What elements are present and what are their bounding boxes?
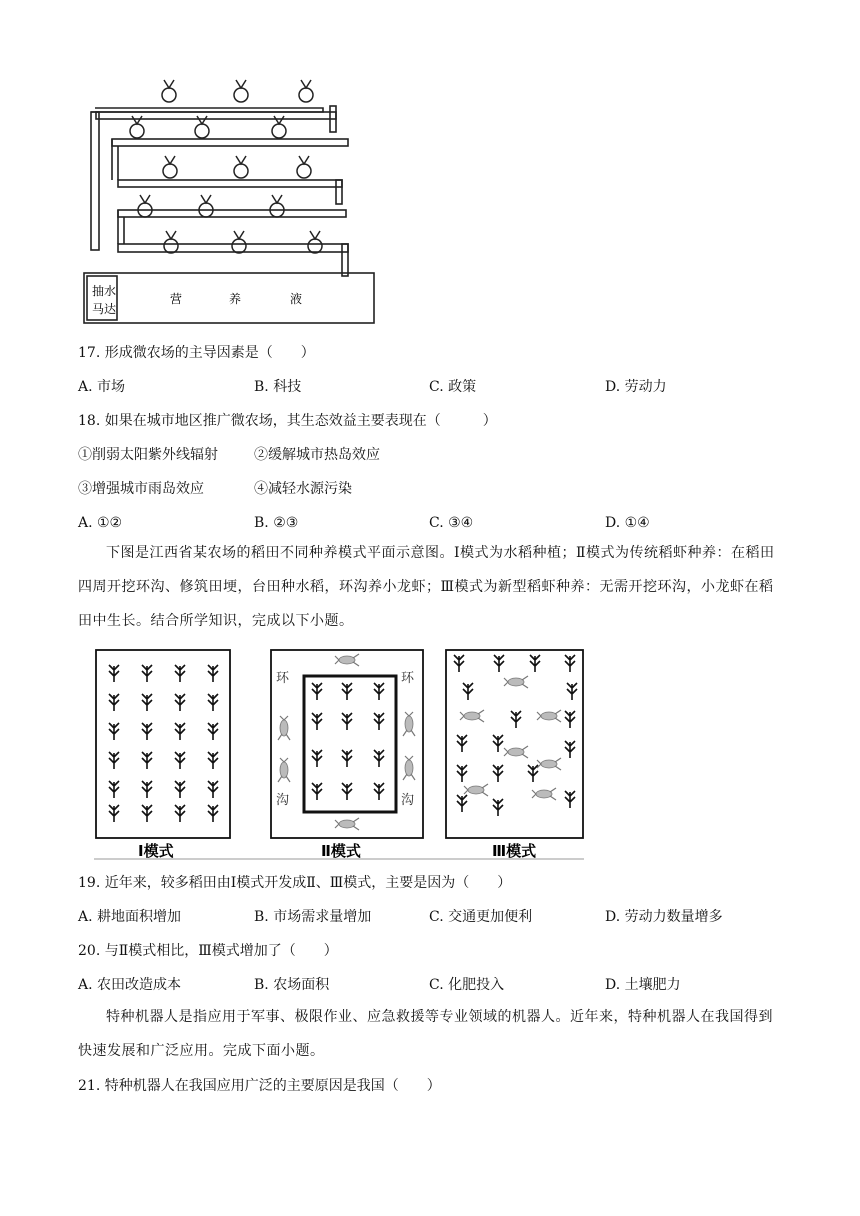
plant-icon bbox=[163, 156, 177, 178]
passage-rice-shrimp: 下图是江西省某农场的稻田不同种养模式平面示意图。Ⅰ模式为水稻种植；Ⅱ模式为传统稻虾种养：在稻田四周开挖环沟、修筑田埂，台田种水稻，环沟养小龙虾；Ⅲ模式为新型稻虾种养：无需开挖环沟，小龙虾在稻田中生长。结合所学知识，完成以下小题。 bbox=[78, 545, 775, 629]
ditch-right-bottom: 沟 bbox=[401, 793, 415, 808]
question-20-option-b[interactable]: B. 农场面积 bbox=[254, 977, 330, 993]
rice-icons bbox=[109, 665, 218, 822]
micro-farm-figure bbox=[78, 76, 378, 328]
plant-icon bbox=[138, 195, 152, 217]
question-17-option-b[interactable]: B. 科技 bbox=[254, 379, 302, 395]
nutrient-solution-char-3: 液 bbox=[290, 292, 303, 306]
mode-3-plot bbox=[446, 650, 583, 838]
question-19-stem: 19. 近年来，较多稻田由Ⅰ模式开发成Ⅱ、Ⅲ模式，主要是因为（ ） bbox=[78, 875, 512, 891]
question-19-option-c[interactable]: C. 交通更加便利 bbox=[429, 909, 533, 925]
plant-icon bbox=[234, 80, 248, 102]
ditch-left-bottom: 沟 bbox=[276, 793, 290, 808]
passage-special-robots: 特种机器人是指应用于军事、极限作业、应急救援等专业领域的机器人。近年来，特种机器人在我国得到快速发展和广泛应用。完成下面小题。 bbox=[78, 1009, 773, 1059]
shrimp-icons bbox=[460, 676, 561, 800]
question-17-stem: 17. 形成微农场的主导因素是（ ） bbox=[78, 345, 315, 361]
plant-icon bbox=[232, 231, 246, 253]
question-18-stem: 18. 如果在城市地区推广微农场，其生态效益主要表现在（ ） bbox=[78, 413, 497, 429]
nutrient-solution-char-2: 养 bbox=[229, 292, 242, 306]
question-19-option-b[interactable]: B. 市场需求量增加 bbox=[254, 909, 372, 925]
question-18-item-1: ①削弱太阳紫外线辐射 bbox=[78, 447, 218, 463]
pump-label-line2: 马达 bbox=[92, 302, 117, 316]
question-21-stem: 21. 特种机器人在我国应用广泛的主要原因是我国（ ） bbox=[78, 1078, 441, 1094]
question-18-item-3: ③增强城市雨岛效应 bbox=[78, 481, 204, 497]
plant-icon bbox=[162, 80, 176, 102]
plant-icon bbox=[299, 80, 313, 102]
question-17-option-d[interactable]: D. 劳动力 bbox=[605, 379, 667, 395]
plant-icons bbox=[130, 80, 322, 253]
mode-2-label: Ⅱ模式 bbox=[321, 842, 361, 860]
question-18-item-2: ②缓解城市热岛效应 bbox=[254, 447, 380, 463]
question-18-option-b[interactable]: B. ②③ bbox=[254, 515, 299, 531]
shrimp-icons bbox=[278, 654, 415, 830]
question-20-stem: 20. 与Ⅱ模式相比，Ⅲ模式增加了（ ） bbox=[78, 943, 338, 959]
plant-icon bbox=[164, 231, 178, 253]
question-18-option-c[interactable]: C. ③④ bbox=[429, 515, 474, 531]
plant-icon bbox=[297, 156, 311, 178]
question-17-option-a[interactable]: A. 市场 bbox=[78, 379, 126, 395]
question-20-option-a[interactable]: A. 农田改造成本 bbox=[78, 977, 182, 993]
pump-label-line1: 抽水 bbox=[92, 284, 117, 298]
nutrient-solution-char-1: 营 bbox=[170, 292, 183, 306]
plant-icon bbox=[234, 156, 248, 178]
mode-1-plot bbox=[96, 650, 230, 838]
question-20-option-d[interactable]: D. 土壤肥力 bbox=[605, 977, 681, 993]
ditch-right-top: 环 bbox=[401, 671, 415, 686]
question-17-option-c[interactable]: C. 政策 bbox=[429, 379, 477, 395]
plant-icon bbox=[308, 231, 322, 253]
rice-shrimp-modes-figure bbox=[94, 644, 586, 862]
question-19-option-a[interactable]: A. 耕地面积增加 bbox=[78, 909, 182, 925]
mode-1-label: Ⅰ模式 bbox=[138, 842, 174, 860]
mode-3-label: Ⅲ模式 bbox=[492, 842, 537, 860]
ditch-left-top: 环 bbox=[276, 671, 290, 686]
plant-icon bbox=[199, 195, 213, 217]
question-19-option-d[interactable]: D. 劳动力数量增多 bbox=[605, 909, 723, 925]
question-18-option-a[interactable]: A. ①② bbox=[78, 515, 123, 531]
question-18-option-d[interactable]: D. ①④ bbox=[605, 515, 650, 531]
question-18-item-4: ④减轻水源污染 bbox=[254, 481, 352, 497]
mode-2-plot bbox=[271, 650, 423, 838]
plant-icon bbox=[270, 195, 284, 217]
rice-icons bbox=[312, 683, 384, 800]
question-20-option-c[interactable]: C. 化肥投入 bbox=[429, 977, 505, 993]
